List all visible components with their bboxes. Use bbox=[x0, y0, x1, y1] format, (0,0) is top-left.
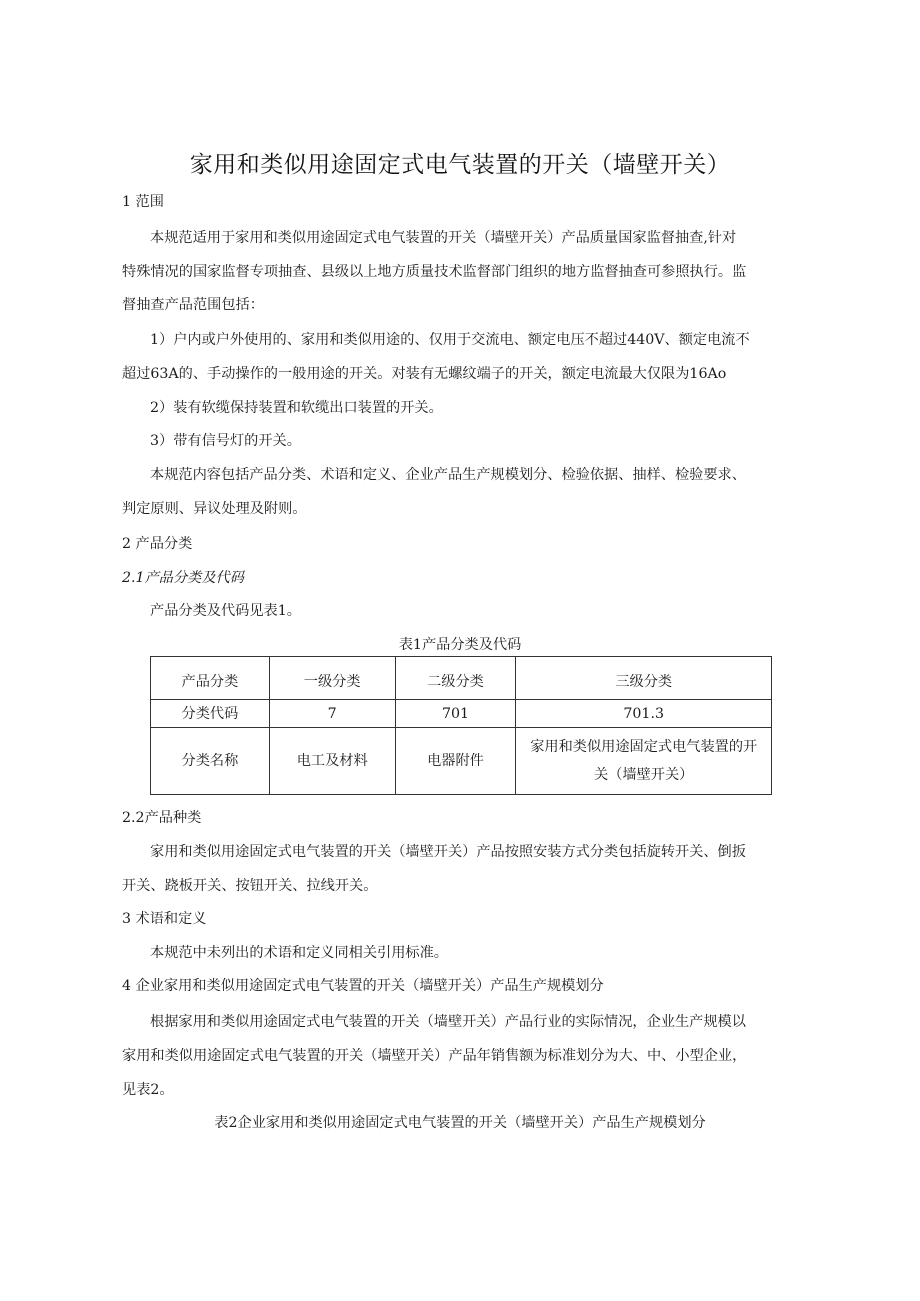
table-cell: 分类名称 bbox=[151, 728, 270, 795]
section-1-heading: 1 范围 bbox=[122, 194, 164, 210]
section-4-line: 家用和类似用途固定式电气装置的开关（墙壁开关）产品年销售额为标准划分为大、中、小型企业， bbox=[122, 1048, 747, 1064]
section-1-paragraph-line: 特殊情况的国家监督专项抽查、县级以上地方质量技术监督部门组织的地方监督抽查可参照执行。监 bbox=[122, 264, 747, 280]
table-1-caption: 表1产品分类及代码 bbox=[398, 637, 522, 653]
section-1-content-line: 判定原则、异议处理及附则。 bbox=[122, 501, 307, 517]
section-4-heading: 4 企业家用和类似用途固定式电气装置的开关（墙壁开关）产品生产规模划分 bbox=[122, 978, 604, 994]
table-header-row bbox=[151, 657, 772, 700]
header-cell: 产品分类 bbox=[151, 657, 270, 700]
table-2-caption: 表2企业家用和类似用途固定式电气装置的开关（墙壁开关）产品生产规模划分 bbox=[214, 1115, 706, 1131]
table-row-name bbox=[151, 728, 772, 795]
section-1-content-line: 本规范内容包括产品分类、术语和定义、企业产品生产规模划分、检验依据、抽样、检验要求、 bbox=[150, 467, 746, 483]
section-2-1-heading: 2.1产品分类及代码 bbox=[122, 570, 244, 586]
header-cell: 一级分类 bbox=[269, 657, 395, 700]
section-4-line: 见表2。 bbox=[122, 1082, 174, 1098]
section-2-2-line: 开关、跷板开关、按钮开关、拉线开关。 bbox=[122, 878, 378, 894]
table-cell: 电器附件 bbox=[395, 728, 516, 795]
header-cell: 二级分类 bbox=[395, 657, 516, 700]
table-cell-multiline bbox=[516, 728, 772, 795]
table-cell: 7 bbox=[269, 700, 395, 728]
section-3-heading: 3 术语和定义 bbox=[122, 911, 207, 927]
table-cell: 电工及材料 bbox=[269, 728, 395, 795]
section-1-paragraph-line: 本规范适用于家用和类似用途固定式电气装置的开关（墙壁开关）产品质量国家监督抽查,针对 bbox=[150, 230, 737, 246]
header-cell: 三级分类 bbox=[516, 657, 772, 700]
table-cell: 701.3 bbox=[516, 700, 772, 728]
table-cell: 701 bbox=[395, 700, 516, 728]
section-2-1-text: 产品分类及代码见表1。 bbox=[150, 603, 301, 619]
cell-line: 家用和类似用途固定式电气装置的开 bbox=[530, 739, 758, 755]
table-row-code bbox=[151, 700, 772, 728]
section-2-2-heading: 2.2产品种类 bbox=[122, 810, 202, 826]
scope-item-2: 2）装有软缆保持装置和软缆出口装置的开关。 bbox=[150, 400, 443, 416]
cell-line: 关（墙壁开关） bbox=[594, 767, 694, 783]
section-1-paragraph-line: 督抽查产品范围包括： bbox=[122, 297, 264, 313]
product-classification-table bbox=[150, 656, 772, 795]
document-title: 家用和类似用途固定式电气装置的开关（墙壁开关） bbox=[189, 152, 731, 178]
table-cell: 分类代码 bbox=[151, 700, 270, 728]
section-4-line: 根据家用和类似用途固定式电气装置的开关（墙壁开关）产品行业的实际情况，企业生产规模以 bbox=[150, 1014, 746, 1030]
scope-item-3: 3）带有信号灯的开关。 bbox=[150, 433, 301, 449]
scope-item-1-line: 1）户内或户外使用的、家用和类似用途的、仅用于交流电、额定电压不超过440V、额定电流不 bbox=[150, 332, 750, 348]
section-2-heading: 2 产品分类 bbox=[122, 536, 193, 552]
section-2-2-line: 家用和类似用途固定式电气装置的开关（墙壁开关）产品按照安装方式分类包括旋转开关、倒扳 bbox=[150, 844, 746, 860]
scope-item-1-line: 超过63A的、手动操作的一般用途的开关。对装有无螺纹端子的开关，额定电流最大仅限为16Ao bbox=[122, 366, 727, 382]
section-3-text: 本规范中未列出的术语和定义同相关引用标准。 bbox=[150, 945, 448, 961]
